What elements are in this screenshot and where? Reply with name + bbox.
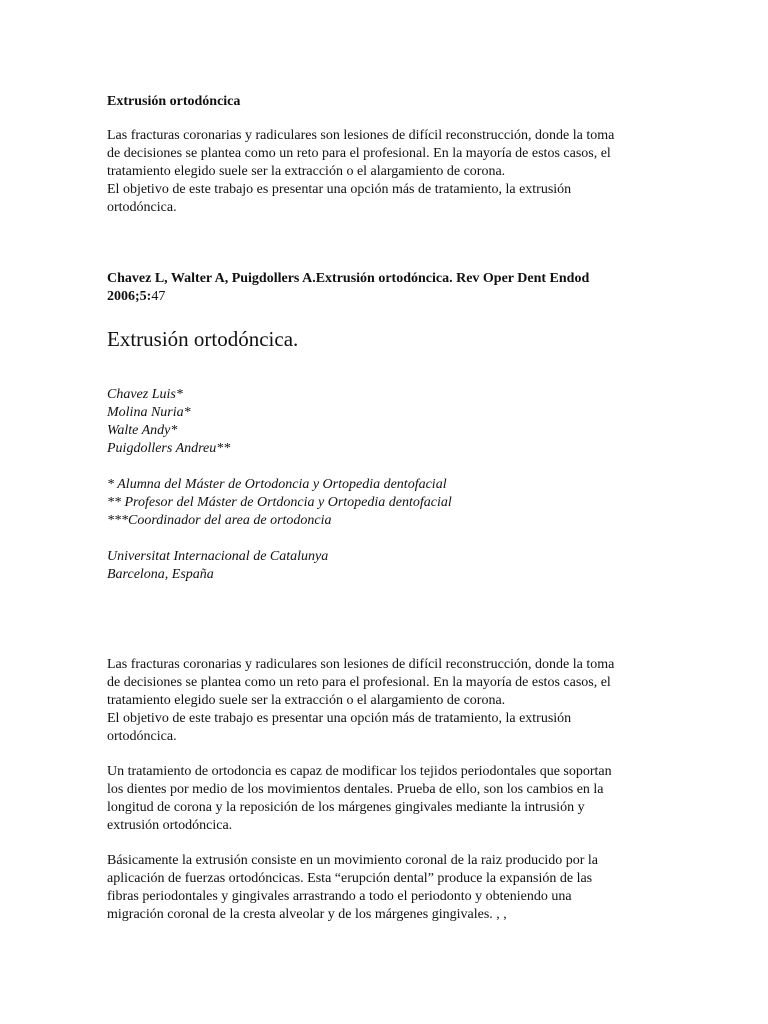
body-paragraph-1	[107, 656, 647, 746]
body-line: Las fracturas coronarias y radiculares son lesiones de difícil reconstrucción, donde la toma	[107, 657, 615, 672]
intro-section	[107, 93, 647, 111]
body-line: extrusión ortodóncica.	[107, 818, 233, 833]
intro-line: Las fracturas coronarias y radiculares son lesiones de difícil reconstrucción, donde la toma	[107, 128, 615, 143]
body-line: fibras periodontales y gingivales arrastrando a todo el periodonto y obteniendo una	[107, 889, 572, 904]
body-paragraph-2	[107, 763, 647, 835]
author-name: Walte Andy*	[107, 423, 178, 438]
body-line: ortodóncica.	[107, 729, 177, 744]
body-line: El objetivo de este trabajo es presentar una opción más de tratamiento, la extrusión	[107, 711, 572, 726]
intro-paragraph	[107, 127, 647, 217]
body-paragraph-3	[107, 852, 647, 924]
affiliation: ***Coordinador del area de ortodoncia	[107, 513, 332, 528]
citation-line: Chavez L, Walter A, Puigdollers A.Extrusión ortodóncica. Rev Oper Dent Endod	[107, 271, 590, 286]
affiliations-list	[107, 476, 647, 530]
body-line: de decisiones se plantea como un reto para el profesional. En la mayoría de estos casos, el	[107, 675, 611, 690]
body-line: Un tratamiento de ortodoncia es capaz de modificar los tejidos periodontales que soportan	[107, 764, 612, 779]
author-name: Puigdollers Andreu**	[107, 441, 231, 456]
author-name: Molina Nuria*	[107, 405, 191, 420]
institution-location: Barcelona, España	[107, 567, 214, 582]
intro-line: El objetivo de este trabajo es presentar una opción más de tratamiento, la extrusión	[107, 182, 572, 197]
intro-line: de decisiones se plantea como un reto para el profesional. En la mayoría de estos casos, el	[107, 146, 611, 161]
intro-heading: Extrusión ortodóncica	[107, 94, 241, 109]
affiliation: * Alumna del Máster de Ortodoncia y Ortopedia dentofacial	[107, 477, 447, 492]
citation-page: 47	[151, 289, 166, 304]
article-title: Extrusión ortodóncica.	[107, 327, 299, 351]
body-line: tratamiento elegido suele ser la extracción o el alargamiento de corona.	[107, 693, 506, 708]
affiliation: ** Profesor del Máster de Ortdoncia y Ortopedia dentofacial	[107, 495, 452, 510]
institution-block	[107, 548, 647, 584]
citation-volume: 2006;5:	[107, 289, 152, 304]
authors-list	[107, 386, 647, 458]
intro-line: ortodóncica.	[107, 200, 177, 215]
body-line: aplicación de fuerzas ortodóncicas. Esta “erupción dental” produce la expansión de las	[107, 871, 593, 886]
body-line: los dientes por medio de los movimientos dentales. Prueba de ello, son los cambios en la	[107, 782, 604, 797]
citation	[107, 270, 647, 306]
body-line: Básicamente la extrusión consiste en un movimiento coronal de la raiz producido por la	[107, 853, 599, 868]
body-line: migración coronal de la cresta alveolar y de los márgenes gingivales. , ,	[107, 907, 507, 922]
intro-line: tratamiento elegido suele ser la extracción o el alargamiento de corona.	[107, 164, 506, 179]
body-line: longitud de corona y la reposición de los márgenes gingivales mediante la intrusión y	[107, 800, 585, 815]
article-title-block	[107, 326, 647, 352]
author-name: Chavez Luis*	[107, 387, 183, 402]
institution-name: Universitat Internacional de Catalunya	[107, 549, 329, 564]
